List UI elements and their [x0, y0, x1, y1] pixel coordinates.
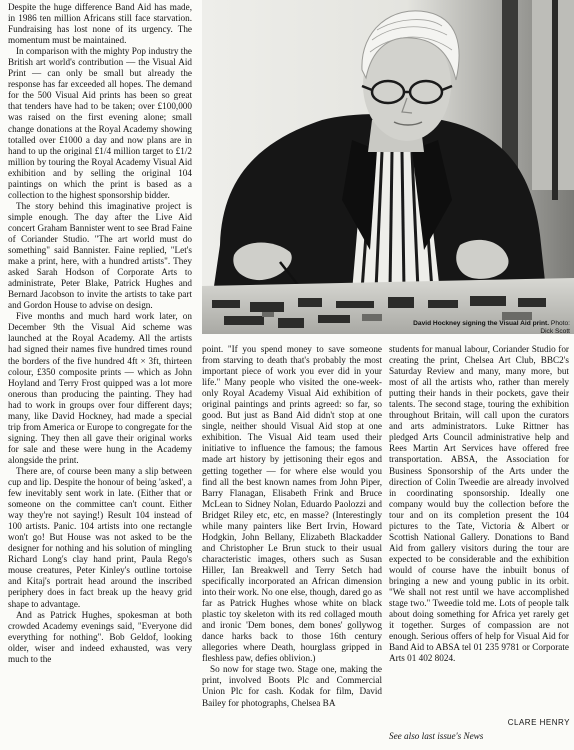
paragraph: And as Patrick Hughes, spokesman at both crowded Academy evenings said, "Everyone did everything for nothing". Bob Geldof, looking older, wiser and indeed exhausted, was very much to the [8, 609, 192, 664]
paragraph: There are, of course been many a slip between cup and lip. Despite the honour of being 'asked', a few inevitably sent work in late. (Either that or someone on the committee can't count. Either way they're not saying!) Result 104 instead of 100 artists. Panic. 104 artists into one rectangle won't go! But House was not asked to be the designer for nothing and his solution of mingling Richard Long's clay hand print, Paula Rego's mouse creatures, Peter Kinley's outline tortoise and Kitaj's portrait head around the inscribed periphery does in fact break up the heavy grid shape to advantage. [8, 465, 192, 609]
article-column-2 [202, 344, 382, 709]
paragraph: The story behind this imaginative project is simple enough. The day after the Live Aid concert Graham Bannister went to see Brad Faine of Coriander Studio. "The art world must do something" said Bannister. Faine replied, "Let's make a print, here, with a hundred artists". They asked Sarah Hodson of Corporate Arts to administrate, Peter Blake, Patrick Hughes and Bernard Jacobson to invite the artists to take part and Gordon House to advise on design. [8, 200, 192, 311]
see-also-note: See also last issue's News [389, 731, 484, 741]
photo-caption [388, 320, 570, 336]
paragraph: Despite the huge difference Band Aid has made, in 1986 ten million Africans still face starvation. Fundraising has lost none of its urgency. The momentum must be maintained. [8, 2, 192, 46]
paragraph: Five months and much hard work later, on December 9th the Visual Aid scheme was launched at the Royal Academy. All the artists had signed their names five hundred times round the borders of the five hundred 4ft × 3ft, thirteen colour, £350 composite prints — which as John Hoyland and Terry Frost quipped was a lot more onerous than producing the painting. They had had to work in groups over four different days; many, like David Hockney, had made a special trip from America or Europe to congregate for the signing. They then all gave their original works for sale and these were hung in the Academy alongside the print. [8, 311, 192, 465]
paragraph: In comparison with the mighty Pop industry the British art world's contribution — the Visual Aid Print — can only be small but already the response has far exceeded all hopes. The demand for the 500 Visual Aid prints has been so great that tenders have had to be taken; over £100,000 was raised on the first evening alone; small change donations at the Royal Academy showing totalled over £1000 a day and now plans are in hand to up the original £1/4 million target to £1/2 million by touring the Royal Academy Visual Aid exhibition and by selling the original 104 paintings on which the print is based as a collection to the highest sponsorship bidder. [8, 46, 192, 200]
caption-credit-2: Dick Scott [540, 328, 570, 335]
article-column-1 [8, 2, 192, 665]
author-byline: CLARE HENRY [507, 718, 570, 727]
paragraph: point. "If you spend money to save someone from starving to death that's probably the most important piece of work you ever did in your life." Many people who visited the one-week-only Royal Academy Visual Aid exhibition of original paintings and prints agreed: so far, so good. But just as Band Aid didn't stop at one single, neither should Visual Aid stop at one exhibition. The Visual Aid team used their initiative to influence the famous; the famous made art history by jettisoning their egos and getting together — for where else would you find all the best known names from John Piper, Barry Flanagan, Elisabeth Frink and Bruce McLean to Sidney Nolan, Eduardo Paolozzi and Bridget Riley etc, etc, en masse? (Interestingly while many painters like Bert Irvin, Howard Hodgkin, John Bellany, Elizabeth Blackadder and Christopher Le Brun stuck to their usual characteristic images, others such as Susan Hiller, Ian Breakwell and Terry Setch had specifically incorporated an African dimension into their work. No one else, though, dared go as far as Patrick Hughes whose white on black plastic toy skeleton with its red collaged mouth and ironic 'Dem bones, dem bones' gollywog dance harks back to those 16th century allegories where Death, hourglass gripped in fleshless paw, defies oblivion.) [202, 344, 382, 664]
paragraph: students for manual labour, Coriander Studio for creating the print, Chelsea Art Club, BBC2's Saturday Review and many, many more, but most of all the artists who, rather than merely putting their hands in their pockets, gave their talents. The second stage, touring the exhibition throughout Britain, will call upon the curators and arts administrators. Luke Rittner has pledged Arts Council administrative help and Rees Martin Art Services have offered free transportation. ABSA, the Association for Business Sponsorship of the Arts under the direction of Colin Tweedie are already involved in coordinating sponsorship. Ideally one company would buy the collection before the tour and on its completion present the 104 pictures to the Tate, Victoria & Albert or Scottish National Gallery. Donations to Band Aid from gallery visitors during the tour are expected to be considerable and the exhibition would of course have the inbuilt bonus of bringing a new and young public in its orbit. "We shall not rest until we have accomplished stage two." Tweedie told me. Lots of people talk about doing something for Africa yet rarely get it together. Surges of compassion are not enough. Serious offers of help for Visual Aid for Band Aid to ABSA tel 01 235 9781 or Corporate Arts 01 402 8024. [389, 344, 569, 664]
caption-title: David Hockney signing the Visual Aid print. [413, 320, 550, 327]
article-column-3 [389, 344, 569, 664]
hockney-photo [202, 0, 574, 334]
caption-credit-1: Photo: [550, 320, 570, 327]
paragraph: So now for stage two. Stage one, making the print, involved Boots Plc and Commercial Union Plc for cash. Kodak for film, David Bailey for photographs, Chelsea BA [202, 664, 382, 708]
